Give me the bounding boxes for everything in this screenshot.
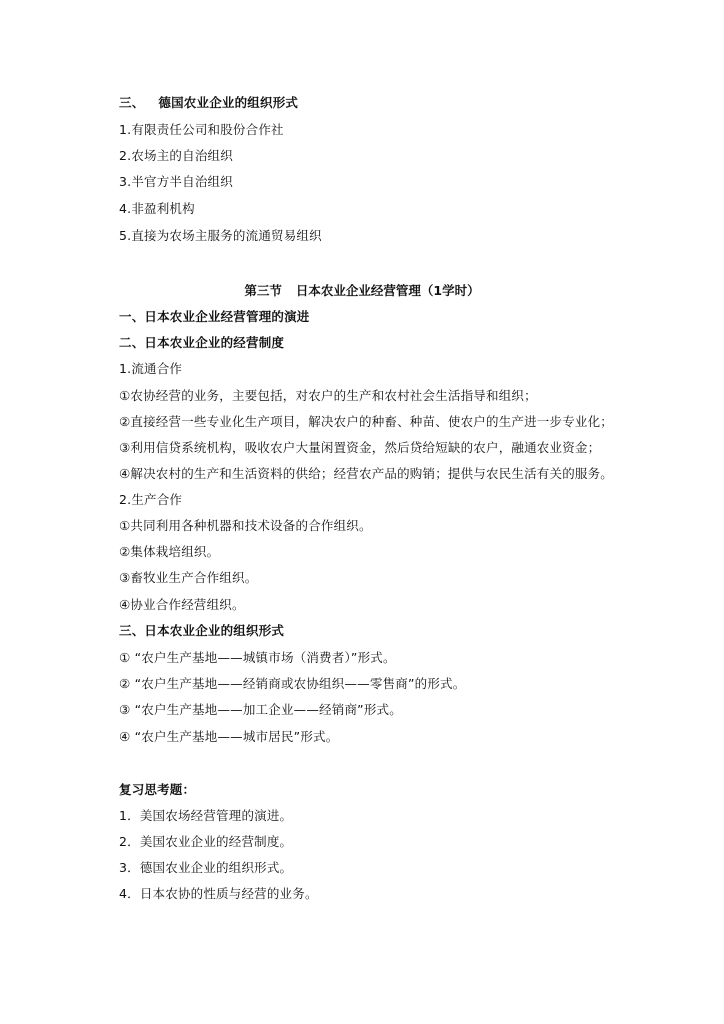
- heading-japan-evolution: 一、日本农业企业经营管理的演进: [119, 309, 310, 324]
- review-question: 2．美国农业企业的经营制度。: [119, 834, 293, 849]
- review-title: 复习思考题：: [119, 782, 196, 797]
- list-item: ① “农户生产基地——城镇市场（消费者）”形式。: [119, 650, 396, 665]
- list-item: 2.农场主的自治组织: [119, 148, 233, 163]
- list-item: ②直接经营一些专业化生产项目，解决农户的种畜、种苗、使农户的生产进一步专业化；: [119, 414, 614, 429]
- section-title: [0, 283, 724, 299]
- heading-germany-org-forms: [119, 95, 298, 111]
- list-item: 4.非盈利机构: [119, 201, 195, 216]
- list-item: ④解决农村的生产和生活资料的供给；经营农产品的购销；提供与农民生活有关的服务。: [119, 466, 614, 481]
- list-item: ④协业合作经营组织。: [119, 597, 245, 612]
- heading-japan-system: 二、日本农业企业的经营制度: [119, 335, 285, 350]
- list-item: 5.直接为农场主服务的流通贸易组织: [119, 228, 322, 243]
- review-question: 1．美国农场经营管理的演进。: [119, 808, 293, 823]
- heading-text: 德国农业企业的组织形式: [158, 95, 299, 110]
- list-item: ③ “农户生产基地——加工企业——经销商”形式。: [119, 702, 402, 717]
- list-item: ③畜牧业生产合作组织。: [119, 570, 258, 585]
- section-title-text: 日本农业企业经营管理（1学时）: [295, 283, 480, 298]
- subheading-production-cooperation: 2.生产合作: [119, 492, 183, 507]
- list-item: ② “农户生产基地——经销商或农协组织——零售商”的形式。: [119, 676, 466, 691]
- list-item: ①农协经营的业务，主要包括，对农户的生产和农村社会生活指导和组织；: [119, 388, 537, 403]
- list-item: ③利用信贷系统机构，吸收农户大量闲置资金，然后贷给短缺的农户，融通农业资金；: [119, 440, 601, 455]
- list-item: ②集体栽培组织。: [119, 544, 220, 559]
- list-item: 3.半官方半自治组织: [119, 174, 233, 189]
- section-title-number: 第三节: [244, 283, 282, 298]
- list-item: ④ “农户生产基地——城市居民”形式。: [119, 729, 339, 744]
- subheading-circulation-cooperation: 1.流通合作: [119, 361, 183, 376]
- list-item: ①共同利用各种机器和技术设备的合作组织。: [119, 518, 372, 533]
- heading-japan-org-forms: 三、日本农业企业的组织形式: [119, 623, 285, 638]
- review-question: 4．日本农协的性质与经营的业务。: [119, 886, 318, 901]
- list-item: 1.有限责任公司和股份合作社: [119, 122, 284, 137]
- heading-number: 三、: [119, 95, 145, 110]
- review-question: 3．德国农业企业的组织形式。: [119, 860, 293, 875]
